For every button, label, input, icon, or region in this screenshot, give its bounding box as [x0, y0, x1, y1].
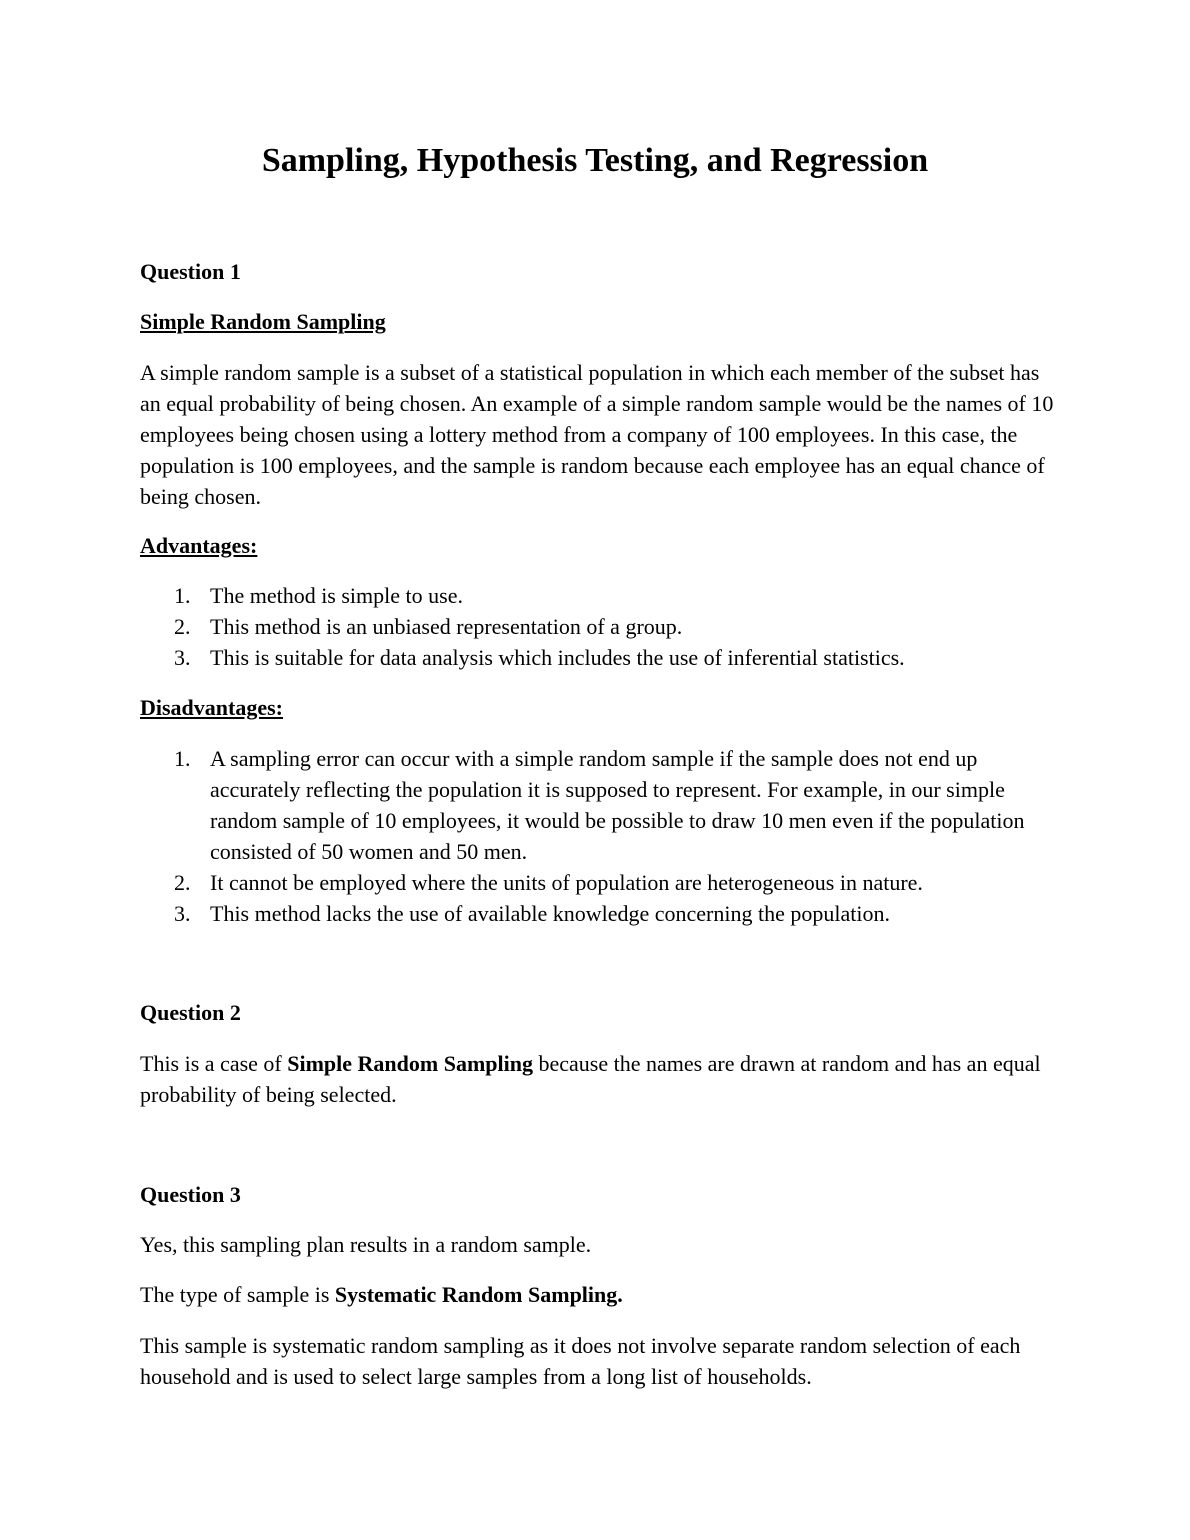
answer-emphasis: Simple Random Sampling	[287, 1051, 533, 1076]
advantages-heading: Advantages:	[140, 533, 258, 558]
list-item	[140, 743, 1060, 867]
list-number: 3.	[174, 901, 191, 926]
question-2-answer	[140, 1048, 1060, 1110]
list-item-text: It cannot be employed where the units of population are heterogeneous in nature.	[210, 870, 923, 895]
answer-emphasis: Systematic Random Sampling.	[334, 1282, 623, 1307]
list-item	[140, 898, 1060, 929]
list-item	[140, 611, 1060, 642]
list-item-text: This method is an unbiased representation of a group.	[210, 614, 683, 639]
list-number: 1.	[174, 746, 191, 771]
advantages-list	[140, 580, 1060, 673]
question-3-line-1: Yes, this sampling plan results in a random sample.	[140, 1232, 592, 1257]
question-3-heading: Question 3	[140, 1182, 241, 1207]
question-1-heading: Question 1	[140, 259, 241, 284]
list-number: 2.	[174, 870, 191, 895]
answer-text: This is a case of	[140, 1051, 288, 1076]
question-3-paragraph: This sample is systematic random sampling as it does not involve separate random selection of each household and is used to select large samples from a long list of households.	[140, 1333, 1021, 1389]
disadvantages-heading: Disadvantages:	[140, 695, 284, 720]
list-item-text: This method lacks the use of available knowledge concerning the population.	[210, 901, 890, 926]
disadvantages-list	[140, 743, 1060, 929]
list-item	[140, 642, 1060, 673]
simple-random-sampling-paragraph: A simple random sample is a subset of a statistical population in which each member of the subset has an equal probability of being chosen. An example of a simple random sample would be the names of 10 employees being chosen using a lottery method from a company of 100 employees. In this case, the population is 100 employees, and the sample is random because each employee has an equal chance of being chosen.	[140, 360, 1054, 509]
list-number: 1.	[174, 583, 191, 608]
answer-text: because the names are drawn at random and has an equal probability of being selected.	[140, 1051, 1041, 1107]
question-2-heading: Question 2	[140, 1000, 241, 1025]
question-3-line-2	[140, 1279, 1060, 1310]
list-item	[140, 580, 1060, 611]
list-item	[140, 867, 1060, 898]
list-item-text: The method is simple to use.	[210, 583, 463, 608]
answer-text: The type of sample is	[140, 1282, 335, 1307]
list-item-text: A sampling error can occur with a simple random sample if the sample does not end up accurately reflecting the population it is supposed to represent. For example, in our simple random sample of 10 employees, it would be possible to draw 10 men even if the population consisted of 50 women and 50 men.	[210, 746, 1025, 864]
list-number: 2.	[174, 614, 191, 639]
document-title: Sampling, Hypothesis Testing, and Regression	[261, 142, 929, 179]
list-item-text: This is suitable for data analysis which includes the use of inferential statistics.	[210, 645, 905, 670]
list-number: 3.	[174, 645, 191, 670]
simple-random-sampling-heading: Simple Random Sampling	[140, 309, 386, 334]
